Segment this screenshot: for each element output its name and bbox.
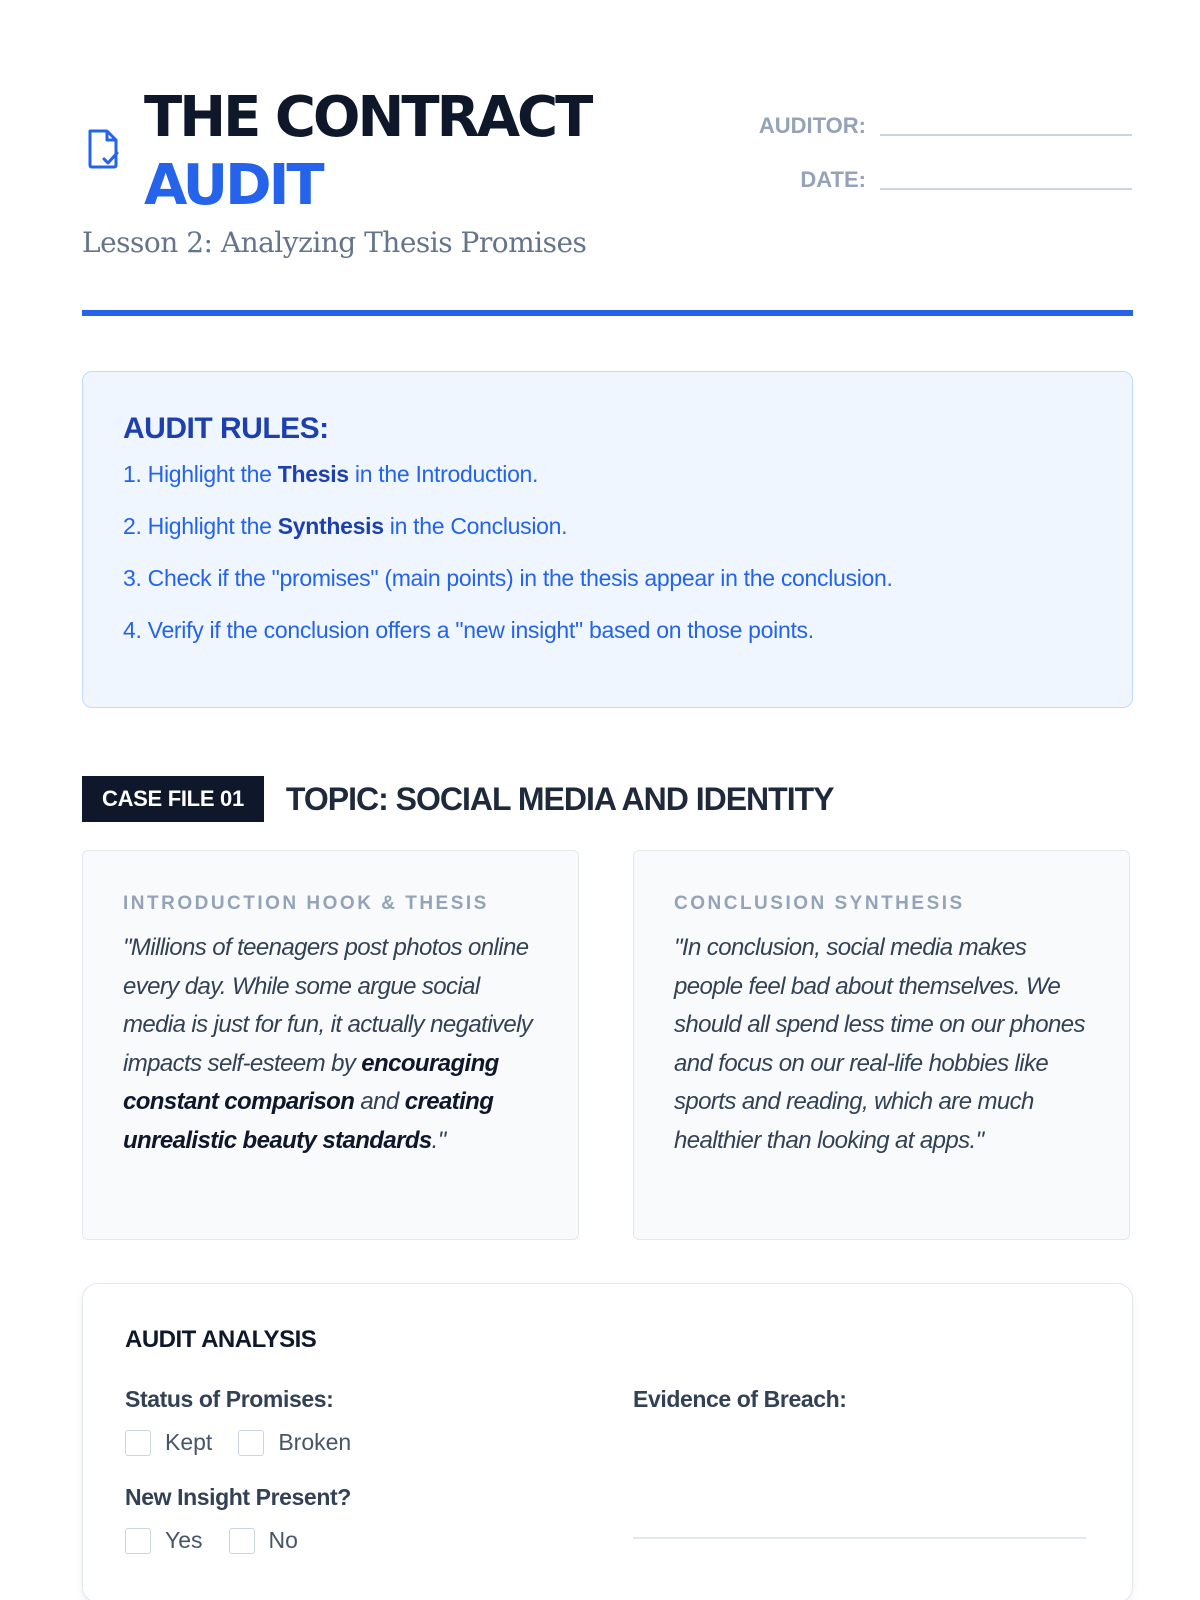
evidence-label: Evidence of Breach: bbox=[633, 1386, 847, 1412]
case-topic: TOPIC: SOCIAL MEDIA AND IDENTITY bbox=[285, 780, 834, 817]
rule-item bbox=[123, 616, 1092, 644]
introduction-card bbox=[82, 850, 579, 1240]
kept-label: Kept bbox=[165, 1429, 213, 1455]
case-file-header bbox=[82, 775, 1133, 823]
title-line-2: AUDIT bbox=[144, 153, 322, 218]
rule-keyword: Synthesis bbox=[277, 513, 384, 539]
rule-text: 3. Check if the "promises" (main points) in the thesis appear in the conclusion. bbox=[123, 565, 893, 591]
intro-text-part: "Millions of teenagers post photos online every day. While some argue social media is just for fun, it actually negatively impacts self-esteem by bbox=[123, 934, 533, 1077]
auditor-row bbox=[660, 86, 1132, 140]
lesson-subtitle: Lesson 2: Analyzing Thesis Promises bbox=[82, 226, 587, 259]
intro-promise-2: creating unrealistic beauty standards bbox=[123, 1088, 494, 1154]
conclusion-label: CONCLUSION SYNTHESIS bbox=[674, 893, 965, 914]
broken-label: Broken bbox=[278, 1429, 352, 1455]
date-row bbox=[660, 140, 1132, 194]
date-field[interactable] bbox=[880, 166, 1132, 190]
introduction-text bbox=[123, 929, 538, 1160]
status-option-kept[interactable] bbox=[125, 1429, 212, 1456]
rule-text: 2. Highlight the bbox=[123, 513, 278, 539]
insight-options bbox=[125, 1527, 324, 1554]
intro-text-part: and bbox=[354, 1088, 405, 1115]
date-label: DATE: bbox=[800, 167, 866, 192]
status-options bbox=[125, 1429, 377, 1456]
rule-item bbox=[123, 512, 1092, 540]
rules-list bbox=[123, 460, 1092, 644]
introduction-label: INTRODUCTION HOOK & THESIS bbox=[123, 893, 489, 914]
rules-title: AUDIT RULES: bbox=[123, 412, 329, 445]
broken-checkbox[interactable] bbox=[238, 1430, 264, 1456]
rule-item bbox=[123, 460, 1092, 488]
intro-text-part: ." bbox=[431, 1126, 446, 1154]
worksheet-title bbox=[144, 84, 590, 220]
conclusion-text: "In conclusion, social media makes people feel bad about themselves. We should all spend less time on our phones and focus on our real-life hobbies like sports and reading, which are much healthier than looking at apps." bbox=[674, 934, 1085, 1154]
title-line-1: THE CONTRACT bbox=[144, 85, 591, 150]
rule-text: 4. Verify if the conclusion offers a "new insight" based on those points. bbox=[123, 617, 814, 643]
rule-text: in the Introduction. bbox=[348, 461, 539, 487]
no-label: No bbox=[268, 1527, 298, 1553]
intro-promise-1: encouraging constant comparison bbox=[123, 1049, 499, 1115]
insight-label: New Insight Present? bbox=[125, 1484, 351, 1510]
auditor-label: AUDITOR: bbox=[758, 113, 866, 138]
header-divider bbox=[82, 310, 1133, 316]
auditor-meta bbox=[660, 86, 1132, 194]
evidence-field[interactable] bbox=[633, 1537, 1086, 1539]
yes-checkbox[interactable] bbox=[125, 1528, 151, 1554]
rule-item bbox=[123, 564, 1092, 592]
conclusion-card bbox=[633, 850, 1130, 1240]
kept-checkbox[interactable] bbox=[125, 1430, 151, 1456]
auditor-field[interactable] bbox=[880, 112, 1132, 136]
audit-rules-box bbox=[82, 371, 1133, 708]
no-checkbox[interactable] bbox=[229, 1528, 255, 1554]
rule-text: 1. Highlight the bbox=[123, 461, 278, 487]
worksheet-header bbox=[82, 80, 1132, 320]
insight-option-no[interactable] bbox=[229, 1527, 298, 1554]
insight-option-yes[interactable] bbox=[125, 1527, 203, 1554]
status-label: Status of Promises: bbox=[125, 1386, 334, 1412]
status-option-broken[interactable] bbox=[238, 1429, 351, 1456]
yes-label: Yes bbox=[165, 1527, 203, 1553]
case-file-badge: CASE FILE 01 bbox=[82, 776, 264, 822]
rule-text: in the Conclusion. bbox=[383, 513, 568, 539]
analysis-title: AUDIT ANALYSIS bbox=[125, 1326, 317, 1353]
document-check-icon bbox=[86, 128, 120, 170]
rule-keyword: Thesis bbox=[277, 461, 349, 487]
audit-analysis-panel bbox=[82, 1283, 1133, 1600]
